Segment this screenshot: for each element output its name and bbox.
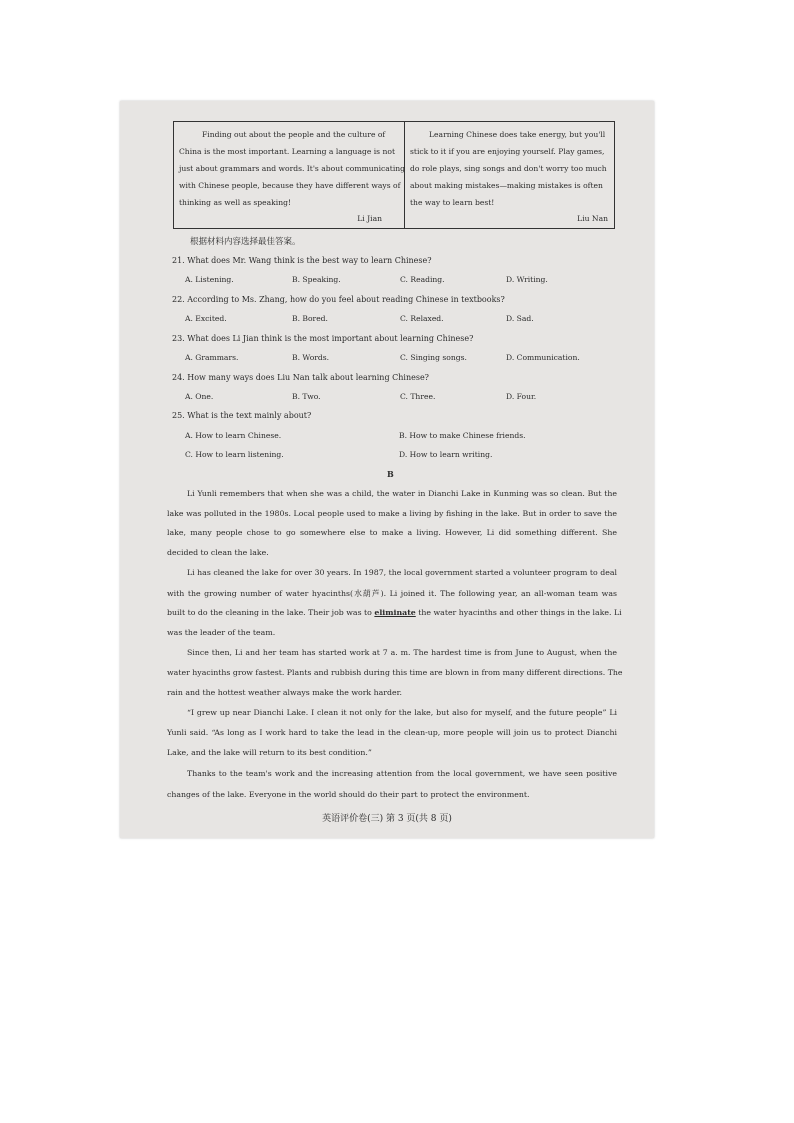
quote-line: about making mistakes—making mistakes is often <box>410 181 603 190</box>
quote-line: the way to learn best! <box>410 198 495 207</box>
passage-line: Thanks to the team's work and the increasing attention from the local government, we have seen positive <box>187 769 617 778</box>
option: C. Singing songs. <box>400 353 467 362</box>
option: C. Three. <box>400 392 436 401</box>
quote-line: Learning Chinese does take energy, but you'll <box>429 130 606 139</box>
passage-line-keyword <box>167 608 622 617</box>
option: C. Relaxed. <box>400 314 444 323</box>
question-stem: 21. What does Mr. Wang think is the best way to learn Chinese? <box>172 256 432 265</box>
option: B. Words. <box>292 353 330 362</box>
passage-line: water hyacinths grow fastest. Plants and rubbish during this time are blown in from many different directions. The <box>167 668 623 677</box>
option: B. Two. <box>292 392 321 401</box>
option: D. Communication. <box>506 353 580 362</box>
quote-line: do role plays, sing songs and don't worry too much <box>410 164 607 173</box>
question-stem: 22. According to Ms. Zhang, how do you feel about reading Chinese in textbooks? <box>172 295 505 304</box>
passage-line: lake, many people chose to go somewhere else to make a living. However, Li did something different. She <box>167 528 617 537</box>
passage-line: decided to clean the lake. <box>167 548 269 557</box>
quote-line: with Chinese people, because they have different ways of <box>179 181 401 190</box>
passage-line: changes of the lake. Everyone in the world should do their part to protect the environment. <box>167 790 530 799</box>
quote-line: China is the most important. Learning a language is not <box>179 147 395 156</box>
scanned-exam-page <box>120 101 654 838</box>
passage-line: Yunli said. “As long as I work hard to take the lead in the clean-up, more people will join us to protect Dianchi <box>167 728 617 737</box>
option: D. Four. <box>506 392 537 401</box>
option: A. One. <box>185 392 214 401</box>
quote-line: thinking as well as speaking! <box>179 198 292 207</box>
quote-box <box>173 121 615 229</box>
passage-line: lake was polluted in the 1980s. Local people used to make a living by fishing in the lake. But in order to save the <box>167 509 617 518</box>
question-stem: 25. What is the text mainly about? <box>172 411 312 420</box>
option: D. How to learn writing. <box>399 450 493 459</box>
passage-line: with the growing number of water hyacinths(水葫芦). Li joined it. The following year, an all-woman team was <box>167 589 617 598</box>
instruction: 根据材料内容选择最佳答案。 <box>190 237 301 247</box>
option: C. Reading. <box>400 275 445 284</box>
passage-line: rain and the hottest weather always make the work harder. <box>167 688 402 697</box>
quote-li-jian <box>174 122 405 228</box>
option: C. How to learn listening. <box>185 450 284 459</box>
option: A. Grammars. <box>185 353 239 362</box>
quote-author: Liu Nan <box>577 214 608 223</box>
quote-line: Finding out about the people and the culture of <box>202 130 386 139</box>
question-stem: 23. What does Li Jian think is the most important about learning Chinese? <box>172 334 474 343</box>
passage-line: “I grew up near Dianchi Lake. I clean it not only for the lake, but also for myself, and the future people” Li <box>187 708 617 717</box>
quote-line: just about grammars and words. It's about communicating <box>179 164 406 173</box>
keyword-eliminate: eliminate <box>374 608 416 617</box>
option: A. Excited. <box>185 314 227 323</box>
page-footer: 英语评价卷(三) 第 3 页(共 8 页) <box>322 814 452 824</box>
option: A. Listening. <box>185 275 234 284</box>
option: D. Sad. <box>506 314 534 323</box>
option: A. How to learn Chinese. <box>185 431 282 440</box>
quote-author: Li Jian <box>357 214 382 223</box>
option: B. Bored. <box>292 314 328 323</box>
passage-line: Li Yunli remembers that when she was a child, the water in Dianchi Lake in Kunming was so clean. But the <box>187 489 617 498</box>
option: D. Writing. <box>506 275 548 284</box>
passage-line: Lake, and the lake will return to its best condition.” <box>167 748 372 757</box>
passage-line: Li has cleaned the lake for over 30 years. In 1987, the local government started a volunteer program to deal <box>187 568 617 577</box>
passage-line: was the leader of the team. <box>167 628 276 637</box>
option: B. Speaking. <box>292 275 341 284</box>
passage-text: built to do the cleaning in the lake. Their job was to <box>167 608 375 617</box>
quote-line: stick to it if you are enjoying yourself. Play games, <box>410 147 605 156</box>
passage-text: the water hyacinths and other things in the lake. Li <box>415 608 622 617</box>
passage-line: Since then, Li and her team has started work at 7 a. m. The hardest time is from June to August, when the <box>187 648 617 657</box>
section-label: B <box>387 469 394 479</box>
quote-liu-nan <box>405 122 614 228</box>
question-stem: 24. How many ways does Liu Nan talk about learning Chinese? <box>172 373 429 382</box>
option: B. How to make Chinese friends. <box>399 431 526 440</box>
